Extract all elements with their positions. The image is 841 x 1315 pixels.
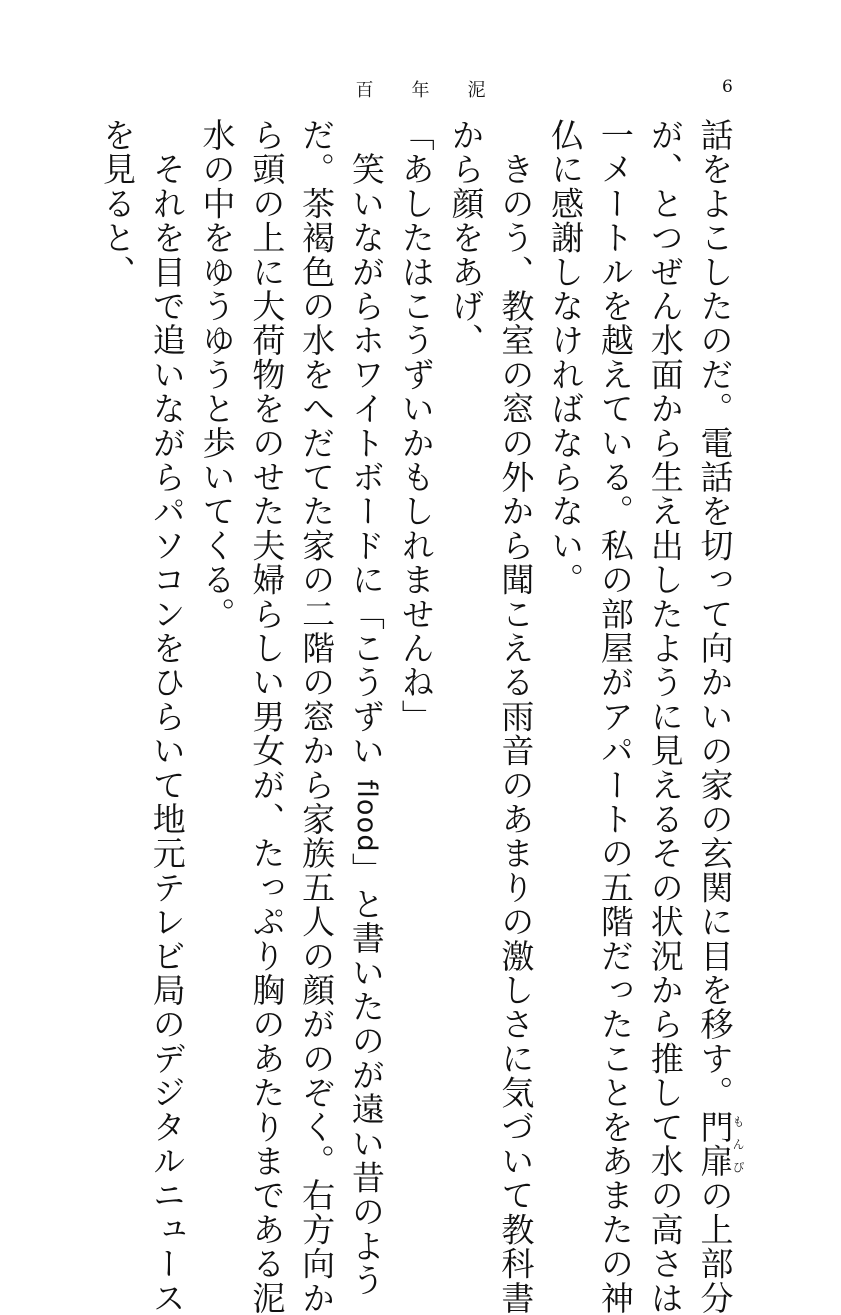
text-line: 仏に感謝しなければならない。 <box>546 118 586 597</box>
text-line: きのう、教室の窓の外から聞こえる雨音のあまりの激しさに気づいて教科書 <box>496 118 536 1315</box>
text-line: 一メートルを越えている。私の部屋がアパートの五階だったことをあまたの神 <box>595 118 635 1315</box>
text-line <box>690 118 745 1315</box>
text-line: ら頭の上に大荷物をのせた夫婦らしい男女が、たっぷり胸のあたりまである泥 <box>247 118 287 1315</box>
text-segment: 笑いながらホワイトボードに「こうずい <box>346 118 386 780</box>
text-line: 「あしたはこうずいかもしれませんね」 <box>396 118 436 734</box>
text-line: を見ると、 <box>97 118 137 289</box>
ruby-reading: もんぴ <box>731 1109 745 1179</box>
vertical-body-text <box>97 118 745 1315</box>
text-line: 水の中をゆうゆうと歩いてくる。 <box>197 118 237 631</box>
ruby-word <box>695 1109 745 1179</box>
text-line: から顔をあげ、 <box>446 118 486 358</box>
page-number: 6 <box>722 77 733 97</box>
text-line: だ。茶褐色の水をへだてた家の二階の窓から家族五人の顔がのぞく。右方向か <box>297 118 337 1315</box>
text-segment: 」と書いたのが遠い昔のよう <box>346 852 386 1298</box>
text-line: が、とつぜん水面から生え出したように見えるその状況から推して水の高さは <box>645 118 685 1315</box>
text-segment: の上部分 <box>695 1178 735 1315</box>
text-line <box>341 118 391 1298</box>
ruby-base: 門扉 <box>695 1109 735 1179</box>
text-line: それを目で追いながらパソコンをひらいて地元テレビ局のデジタルニュース <box>147 118 187 1315</box>
latin-word: flood <box>350 779 382 853</box>
text-segment: 話をよこしたのだ。電話を切って向かいの家の玄関に目を移す。 <box>695 118 735 1110</box>
running-head-title: 百年泥 <box>355 80 524 101</box>
